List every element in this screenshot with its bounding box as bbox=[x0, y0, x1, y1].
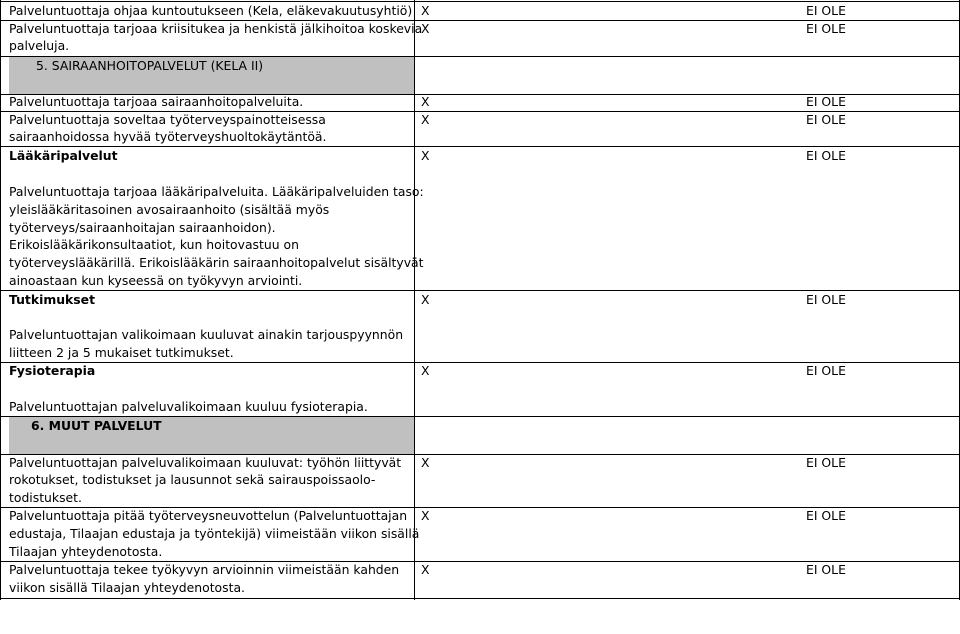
section-heading: 5. SAIRAANHOITOPALVELUT (KELA II) bbox=[36, 58, 264, 73]
x-mark: X bbox=[421, 21, 430, 36]
requirement-text: sairaanhoidossa hyvää työterveyshuoltokäytäntöä. bbox=[9, 129, 327, 144]
x-mark: X bbox=[421, 112, 430, 127]
column-divider bbox=[414, 0, 415, 600]
ei-ole-label: EI OLE bbox=[806, 148, 846, 163]
requirement-text: Palveluntuottajan palveluvalikoimaan kuuluvat: työhön liittyvät bbox=[9, 455, 402, 470]
ei-ole-label: EI OLE bbox=[806, 94, 846, 109]
ei-ole-label: EI OLE bbox=[806, 562, 846, 577]
ei-ole-label: EI OLE bbox=[806, 363, 846, 378]
requirement-text: ainoastaan kun kyseessä on työkyvyn arviointi. bbox=[9, 273, 303, 288]
x-mark: X bbox=[421, 455, 430, 470]
subsection-heading: Tutkimukset bbox=[9, 292, 95, 307]
column-divider bbox=[0, 0, 1, 600]
requirement-text: Palveluntuottajan palveluvalikoimaan kuuluu fysioterapia. bbox=[9, 399, 368, 414]
requirement-text: viikon sisällä Tilaajan yhteydenotosta. bbox=[9, 580, 245, 595]
ei-ole-label: EI OLE bbox=[806, 21, 846, 36]
x-mark: X bbox=[421, 292, 430, 307]
x-mark: X bbox=[421, 94, 430, 109]
requirement-text: Palveluntuottaja tarjoaa sairaanhoitopalveluita. bbox=[9, 94, 304, 109]
requirement-text: Erikoislääkärikonsultaatiot, kun hoitovastuu on bbox=[9, 237, 299, 252]
ei-ole-label: EI OLE bbox=[806, 112, 846, 127]
x-mark: X bbox=[421, 562, 430, 577]
ei-ole-label: EI OLE bbox=[806, 508, 846, 523]
subsection-heading: Fysioterapia bbox=[9, 363, 96, 378]
requirement-text: liitteen 2 ja 5 mukaiset tutkimukset. bbox=[9, 345, 234, 360]
requirement-text: yleislääkäritasoinen avosairaanhoito (sisältää myös bbox=[9, 202, 330, 217]
requirement-text: Palveluntuottaja tarjoaa kriisitukea ja henkistä jälkihoitoa koskevia bbox=[9, 21, 423, 36]
row-divider bbox=[0, 598, 960, 599]
requirement-text: edustaja, Tilaajan edustaja ja työntekijä) viimeistään viikon sisällä bbox=[9, 526, 420, 541]
requirement-text: todistukset. bbox=[9, 490, 82, 505]
ei-ole-label: EI OLE bbox=[806, 3, 846, 18]
requirement-text: työterveys/sairaanhoitajan sairaanhoidon). bbox=[9, 220, 276, 235]
requirement-text: Palveluntuottaja tekee työkyvyn arvioinnin viimeistään kahden bbox=[9, 562, 400, 577]
requirement-text: palveluja. bbox=[9, 38, 70, 53]
x-mark: X bbox=[421, 3, 430, 18]
section-heading: 6. MUUT PALVELUT bbox=[31, 418, 162, 433]
x-mark: X bbox=[421, 508, 430, 523]
requirement-text: Palveluntuottaja soveltaa työterveyspainotteisessa bbox=[9, 112, 326, 127]
ei-ole-label: EI OLE bbox=[806, 455, 846, 470]
requirement-text: rokotukset, todistukset ja lausunnot sekä sairauspoissaolo- bbox=[9, 472, 376, 487]
x-mark: X bbox=[421, 363, 430, 378]
requirement-text: Palveluntuottaja pitää työterveysneuvottelun (Palveluntuottajan bbox=[9, 508, 408, 523]
requirement-text: Palveluntuottaja tarjoaa lääkäripalveluita. Lääkäripalveluiden taso: bbox=[9, 184, 424, 199]
requirement-text: työterveyslääkärillä. Erikoislääkärin sairaanhoitopalvelut sisältyvät bbox=[9, 255, 424, 270]
requirement-text: Palveluntuottaja ohjaa kuntoutukseen (Kela, eläkevakuutusyhtiö) bbox=[9, 3, 413, 18]
requirement-text: Palveluntuottajan valikoimaan kuuluvat ainakin tarjouspyynnön bbox=[9, 327, 404, 342]
x-mark: X bbox=[421, 148, 430, 163]
subsection-heading: Lääkäripalvelut bbox=[9, 148, 118, 163]
ei-ole-label: EI OLE bbox=[806, 292, 846, 307]
requirement-text: Tilaajan yhteydenotosta. bbox=[9, 544, 163, 559]
